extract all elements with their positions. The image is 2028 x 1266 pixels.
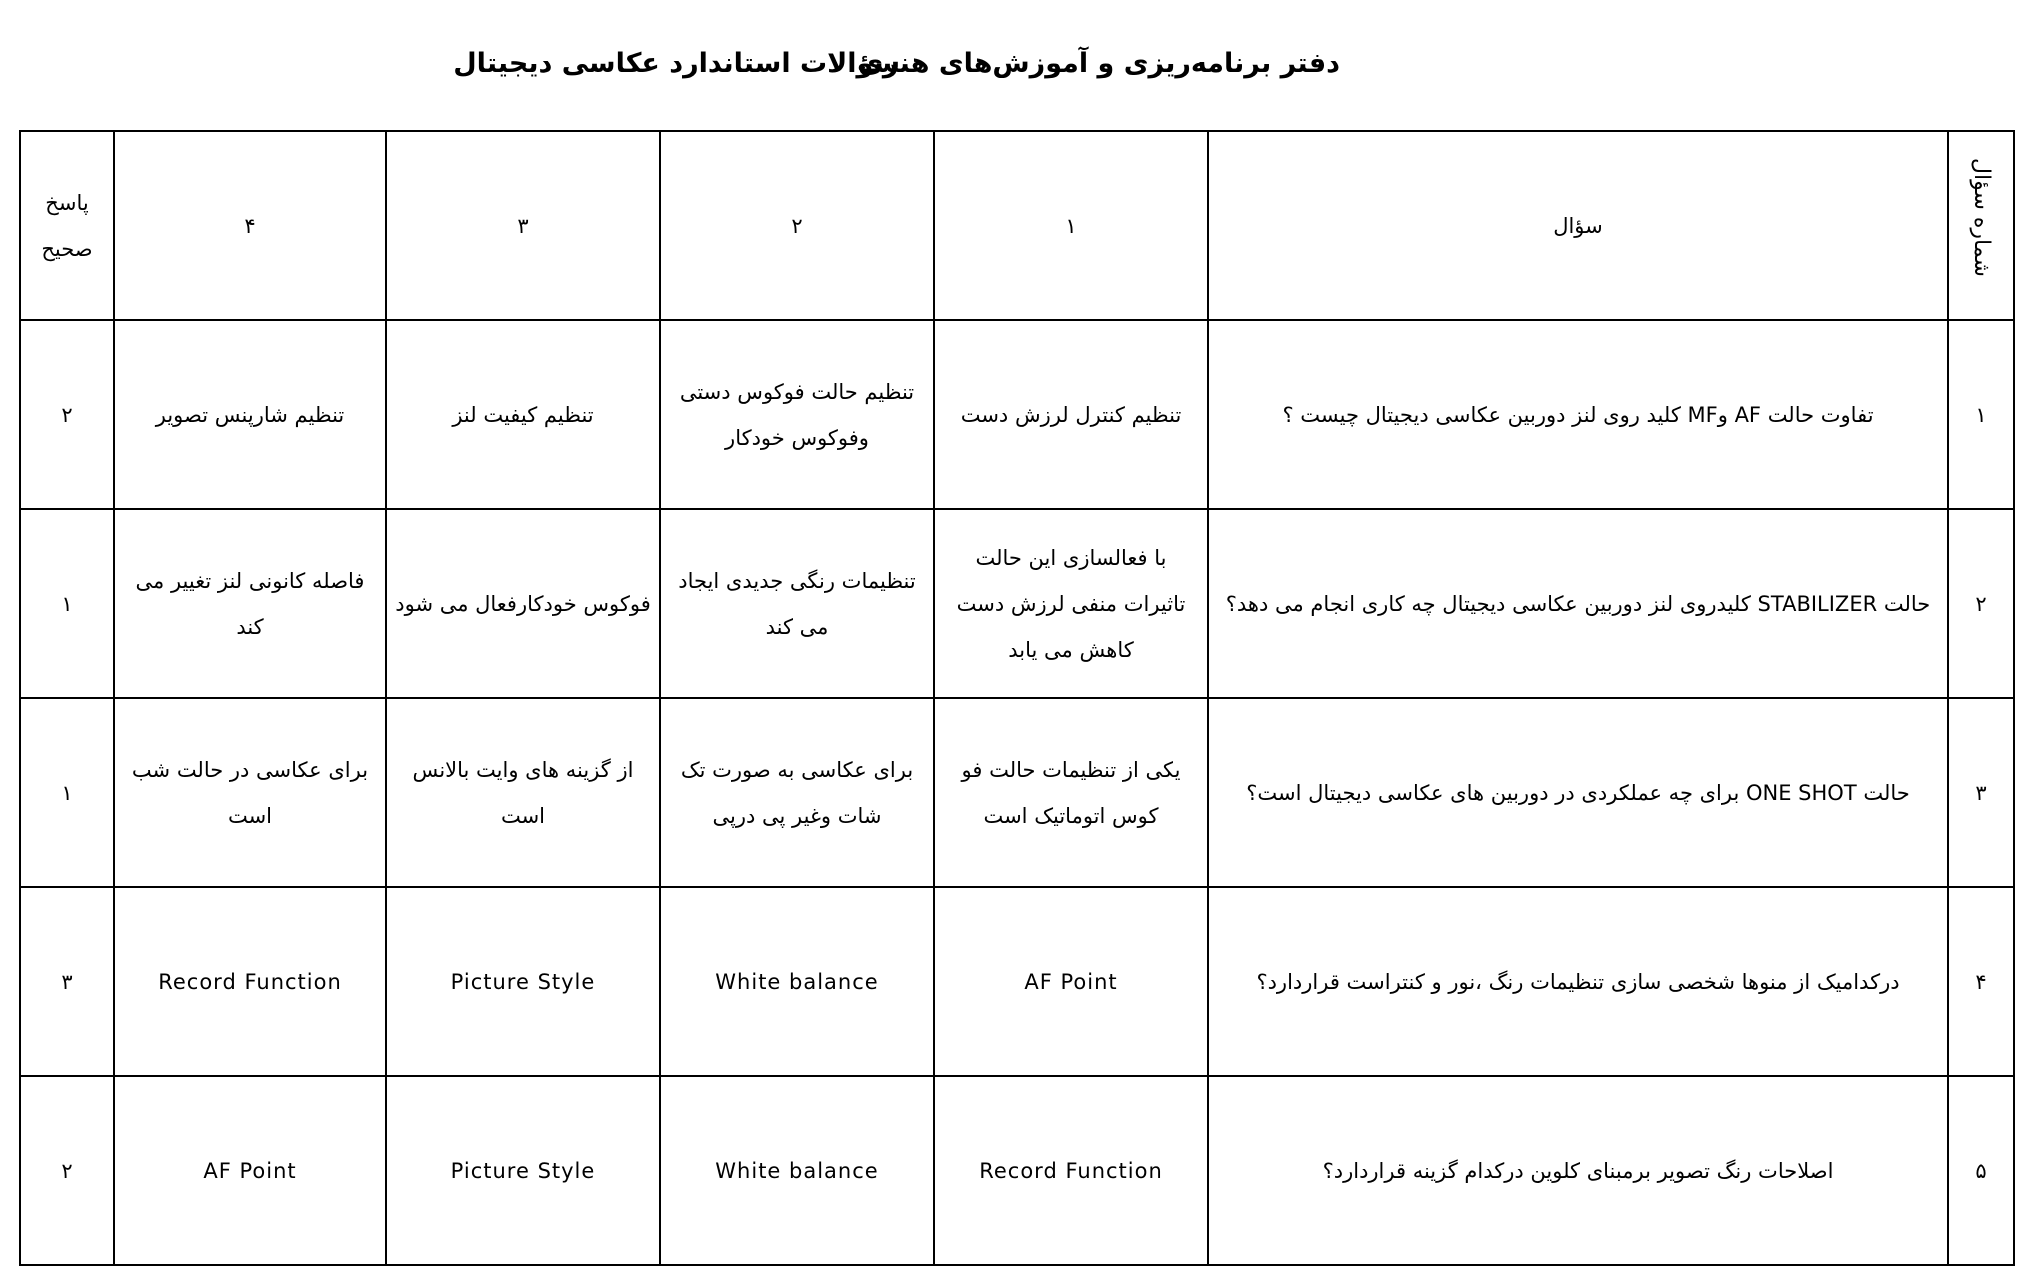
table-row bbox=[20, 320, 2014, 509]
row-option-3: Picture Style bbox=[386, 887, 660, 1076]
row-option-1: تنظیم کنترل لرزش دست bbox=[934, 320, 1208, 509]
page-header bbox=[0, 48, 2028, 98]
row-question: تفاوت حالت AF وMF کلید روی لنز دوربین عکاسی دیجیتال چیست ؟ bbox=[1208, 320, 1948, 509]
table-row bbox=[20, 509, 2014, 698]
office-name: دفتر برنامه‌ریزی و آموزش‌های هنری bbox=[858, 48, 1340, 79]
row-question: درکدامیک از منوها شخصی سازی تنظیمات رنگ ،نور و کنتراست قراردارد؟ bbox=[1208, 887, 1948, 1076]
header-option-2: ۲ bbox=[660, 131, 934, 320]
row-option-2: White balance bbox=[660, 887, 934, 1076]
row-answer: ۳ bbox=[20, 887, 114, 1076]
row-question: حالت STABILIZER کلیدروی لنز دوربین عکاسی دیجیتال چه کاری انجام می دهد؟ bbox=[1208, 509, 1948, 698]
row-answer: ۲ bbox=[20, 320, 114, 509]
row-option-4: Record Function bbox=[114, 887, 386, 1076]
header-answer: پاسخ صحیح bbox=[20, 131, 114, 320]
row-question: اصلاحات رنگ تصویر برمبنای کلوین درکدام گزینه قراردارد؟ bbox=[1208, 1076, 1948, 1265]
row-number: ۴ bbox=[1948, 887, 2014, 1076]
table-row bbox=[20, 887, 2014, 1076]
row-option-2: برای عکاسی به صورت تک شات وغیر پی درپی bbox=[660, 698, 934, 887]
row-option-4: AF Point bbox=[114, 1076, 386, 1265]
row-answer: ۱ bbox=[20, 698, 114, 887]
row-answer: ۱ bbox=[20, 509, 114, 698]
row-option-1: با فعالسازی این حالت تاثیرات منفی لرزش دست کاهش می یابد bbox=[934, 509, 1208, 698]
row-number: ۱ bbox=[1948, 320, 2014, 509]
header-number-label: شماره سؤال bbox=[1969, 158, 1994, 277]
table-row bbox=[20, 1076, 2014, 1265]
header-option-4: ۴ bbox=[114, 131, 386, 320]
row-option-3: تنظیم کیفیت لنز bbox=[386, 320, 660, 509]
table-header-row bbox=[20, 131, 2014, 320]
row-option-1: AF Point bbox=[934, 887, 1208, 1076]
row-answer: ۲ bbox=[20, 1076, 114, 1265]
row-option-3: از گزینه های وایت بالانس است bbox=[386, 698, 660, 887]
row-option-1: یکی از تنظیمات حالت فو کوس اتوماتیک است bbox=[934, 698, 1208, 887]
table-row bbox=[20, 698, 2014, 887]
row-option-3: فوکوس خودکارفعال می شود bbox=[386, 509, 660, 698]
row-option-4: برای عکاسی در حالت شب است bbox=[114, 698, 386, 887]
row-option-1: Record Function bbox=[934, 1076, 1208, 1265]
questions-table bbox=[19, 130, 2015, 1266]
row-option-2: White balance bbox=[660, 1076, 934, 1265]
header-question: سؤال bbox=[1208, 131, 1948, 320]
header-number bbox=[1948, 131, 2014, 320]
row-number: ۳ bbox=[1948, 698, 2014, 887]
header-option-3: ۳ bbox=[386, 131, 660, 320]
row-question: حالت ONE SHOT برای چه عملکردی در دوربین های عکاسی دیجیتال است؟ bbox=[1208, 698, 1948, 887]
row-number: ۵ bbox=[1948, 1076, 2014, 1265]
document-title: سؤالات استاندارد عکاسی دیجیتال bbox=[453, 48, 900, 79]
row-option-4: فاصله کانونی لنز تغییر می کند bbox=[114, 509, 386, 698]
row-option-2: تنظیمات رنگی جدیدی ایجاد می کند bbox=[660, 509, 934, 698]
row-option-4: تنظیم شارپنس تصویر bbox=[114, 320, 386, 509]
row-option-2: تنظیم حالت فوکوس دستی وفوکوس خودکار bbox=[660, 320, 934, 509]
row-option-3: Picture Style bbox=[386, 1076, 660, 1265]
row-number: ۲ bbox=[1948, 509, 2014, 698]
header-option-1: ۱ bbox=[934, 131, 1208, 320]
